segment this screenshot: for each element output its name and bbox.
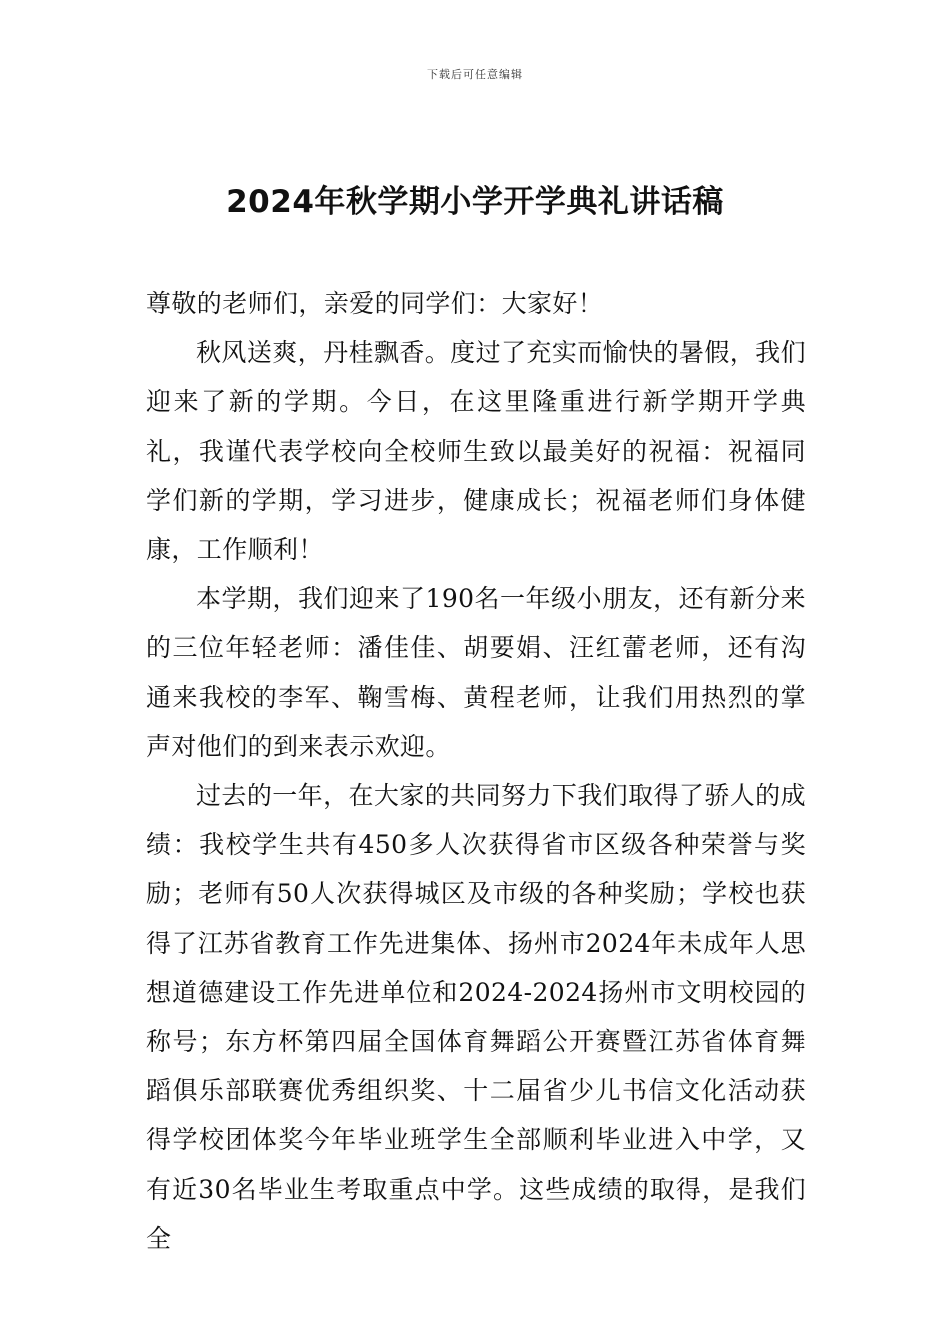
document-title: 2024年秋学期小学开学典礼讲话稿 [226, 184, 724, 220]
greeting: 尊敬的老师们，亲爱的同学们：大家好！ [146, 289, 604, 318]
paragraph: 秋风送爽，丹桂飘香。度过了充实而愉快的暑假，我们迎来了新的学期。今日，在这里隆重进行新学期开学典礼，我谨代表学校向全校师生致以最美好的祝福：祝福同学们新的学期，学习进步，健康成长；祝福老师们身体健康，工作顺利！ [146, 338, 806, 565]
header-note: 下载后可任意编辑 [427, 68, 523, 81]
paragraph: 过去的一年，在大家的共同努力下我们取得了骄人的成绩：我校学生共有450多人次获得省市区级各种荣誉与奖励；老师有50人次获得城区及市级的各种奖励；学校也获得了江苏省教育工作先进集体、扬州市2024年未成年人思想道德建设工作先进单位和2024-2024扬州市文明校园的称号；东方杯第四届全国体育舞蹈公开赛暨江苏省体育舞蹈俱乐部联赛优秀组织奖、十二届省少儿书信文化活动获得学校团体奖今年毕业班学生全部顺利毕业进入中学，又有近30名毕业生考取重点中学。这些成绩的取得，是我们全 [146, 781, 806, 1253]
paragraph: 本学期，我们迎来了190名一年级小朋友，还有新分来的三位年轻老师：潘佳佳、胡要娟、汪红蕾老师，还有沟通来我校的李军、鞠雪梅、黄程老师，让我们用热烈的掌声对他们的到来表示欢迎。 [146, 584, 806, 761]
document-body [146, 279, 806, 1263]
